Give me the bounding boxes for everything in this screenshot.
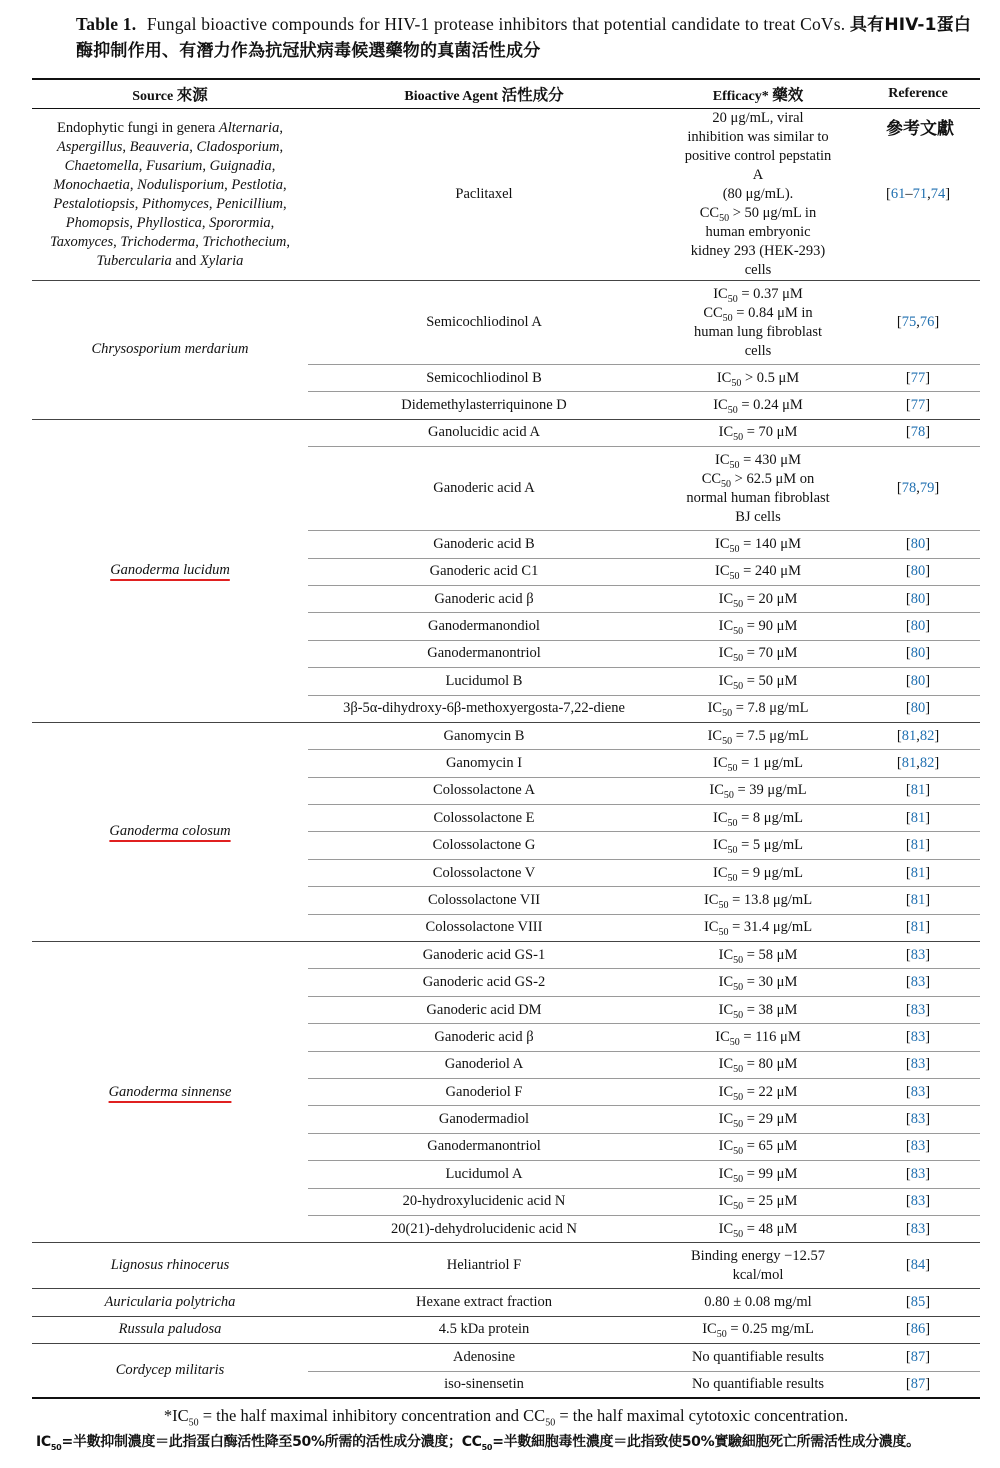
agent-cell: Ganoderic acid GS-2 xyxy=(308,969,660,996)
source-cell xyxy=(32,109,308,281)
reference-cell: [80] xyxy=(856,585,980,612)
source-name: Lignosus rhinocerus xyxy=(110,1257,230,1274)
reference-cell: [81] xyxy=(856,805,980,832)
efficacy-cell xyxy=(660,722,856,749)
source-cell xyxy=(32,1344,308,1399)
reference-cell: [81] xyxy=(856,777,980,804)
efficacy-cell xyxy=(660,640,856,667)
efficacy-cell xyxy=(660,419,856,446)
reference-link[interactable]: 75 xyxy=(901,314,917,330)
efficacy-cell xyxy=(660,777,856,804)
reference-cell: [77] xyxy=(856,392,980,419)
agent-cell: Ganoderic acid β xyxy=(308,585,660,612)
footnote-zh-text: $IC_{50}=$半數抑制濃度＝此指蛋白酶活性降至50%所需的活性成分濃度；$CC_{50}=$半數細胞毒性濃度＝此指致使50%實驗細胞死亡所需活性成分濃度。 xyxy=(36,1434,920,1453)
source-cell xyxy=(32,1289,308,1316)
reference-cell: [84] xyxy=(856,1243,980,1289)
reference-link[interactable]: 83 xyxy=(910,1001,926,1018)
agent-cell: Ganoderic acid β xyxy=(308,1024,660,1051)
efficacy-line: $IC_{50} = 0.24$ μM xyxy=(713,397,803,416)
header-efficacy: Efficacy* 藥效 xyxy=(660,79,856,109)
efficacy-cell xyxy=(660,531,856,558)
reference-link[interactable]: 82 xyxy=(919,727,935,744)
reference-cell: [80] xyxy=(856,640,980,667)
reference-cell: [83] xyxy=(856,942,980,969)
table-row xyxy=(32,1344,980,1371)
agent-cell: Colossolactone VIII xyxy=(308,914,660,941)
table-row xyxy=(32,1243,980,1289)
reference-cell: [87] xyxy=(856,1344,980,1371)
source-cell xyxy=(32,419,308,722)
reference-cell: [87] xyxy=(856,1371,980,1398)
efficacy-line: 20 μg/mL, viral xyxy=(712,110,804,126)
reference-link[interactable]: 85 xyxy=(910,1294,926,1311)
agent-cell: Heliantriol F xyxy=(308,1243,660,1289)
efficacy-cell xyxy=(660,969,856,996)
efficacy-line: human lung fibroblast xyxy=(693,323,823,340)
source-name: Endophytic fungi in genera Alternaria, Aspergillus, Beauveria, Cladosporium, Chaetomella, Fusarium, Guignadia, Monochaetia, Nodulisporium, Pestlotia, Pestalotiopsis, Pithomyces, Penicillium, Phomopsis, Phyllostica, Sporormia, Taxomyces, Trichoderma, Trichothecium, Tubercularia and Xylaria xyxy=(50,119,290,269)
source-cell xyxy=(32,1316,308,1343)
table-body xyxy=(32,109,980,1399)
reference-link[interactable]: 83 xyxy=(910,1138,926,1155)
table-header-row xyxy=(32,79,980,109)
efficacy-line: $IC_{50} = 9$ μg/mL xyxy=(713,864,803,884)
efficacy-line: A xyxy=(752,167,764,183)
efficacy-line: $IC_{50} = 240$ μM xyxy=(715,563,801,583)
efficacy-line: $IC_{50} = 90$ μM xyxy=(718,618,798,637)
agent-cell: Ganodermadiol xyxy=(308,1106,660,1133)
agent-cell: Ganoderic acid GS-1 xyxy=(308,942,660,969)
table-row xyxy=(32,1316,980,1343)
efficacy-line: $IC_{50} = 50$ μM xyxy=(718,672,798,692)
reference-cell: [80] xyxy=(856,558,980,585)
reference-link[interactable]: 86 xyxy=(910,1321,926,1338)
source-name: Cordycep militaris xyxy=(115,1362,225,1379)
reference-cell: [80] xyxy=(856,695,980,722)
reference-link[interactable]: 61 xyxy=(890,186,906,202)
agent-cell: 20(21)-dehydrolucidenic acid N xyxy=(308,1215,660,1242)
efficacy-line: $IC_{50} = 30$ μM xyxy=(718,974,798,993)
table-caption xyxy=(76,12,980,64)
reference-cell: [85] xyxy=(856,1289,980,1316)
reference-cell: [81] xyxy=(856,887,980,914)
reference-link[interactable]: 87 xyxy=(910,1375,926,1392)
reference-cell: [61–71,74] xyxy=(856,109,980,281)
footnote xyxy=(32,1405,980,1427)
source-cell xyxy=(32,281,308,420)
efficacy-line: $IC_{50} = 1$ μg/mL xyxy=(713,754,803,774)
agent-cell: Ganodermanontriol xyxy=(308,640,660,667)
agent-cell: Adenosine xyxy=(308,1344,660,1371)
agent-cell: Colossolactone V xyxy=(308,859,660,886)
header-reference: Reference xyxy=(856,79,980,109)
efficacy-line: $IC_{50} = 25$ μM xyxy=(718,1193,798,1213)
efficacy-cell xyxy=(660,914,856,941)
reference-link[interactable]: 83 xyxy=(910,946,926,963)
reference-cell: [83] xyxy=(856,1106,980,1133)
efficacy-line: 0.80 ± 0.08 mg/ml xyxy=(704,1294,812,1311)
reference-link[interactable]: 77 xyxy=(910,369,926,386)
reference-link[interactable]: 80 xyxy=(910,618,926,635)
reference-cell: [80] xyxy=(856,531,980,558)
efficacy-cell xyxy=(660,859,856,886)
agent-cell: Colossolactone A xyxy=(308,777,660,804)
reference-link[interactable]: 83 xyxy=(910,1111,926,1128)
efficacy-cell xyxy=(660,1133,856,1160)
source-cell xyxy=(32,942,308,1243)
agent-cell: Ganoderiol F xyxy=(308,1078,660,1105)
efficacy-line: $IC_{50} = 0.25$ mg/mL xyxy=(702,1321,814,1341)
efficacy-line: $IC_{50} = 140$ μM xyxy=(715,535,801,555)
efficacy-cell xyxy=(660,832,856,859)
reference-link[interactable]: 77 xyxy=(910,397,926,414)
reference-cell: [83] xyxy=(856,1051,980,1078)
efficacy-cell xyxy=(660,887,856,914)
efficacy-line: No quantifiable results xyxy=(691,1375,825,1392)
efficacy-line: $IC_{50} = 7.5$ μg/mL xyxy=(707,727,809,747)
efficacy-cell xyxy=(660,1106,856,1133)
efficacy-line: $IC_{50} = 39$ μg/mL xyxy=(709,782,807,802)
agent-cell: Colossolactone VII xyxy=(308,887,660,914)
agent-cell: Ganoderic acid C1 xyxy=(308,558,660,585)
reference-link[interactable]: 83 xyxy=(910,1083,926,1100)
caption-text: Fungal bioactive compounds for HIV-1 protease inhibitors that potential candidate to treat CoVs. xyxy=(146,14,846,34)
agent-cell: Hexane extract fraction xyxy=(308,1289,660,1316)
efficacy-line: $IC_{50} = 0.37$ μM xyxy=(713,285,803,305)
reference-link[interactable]: 87 xyxy=(910,1348,926,1365)
efficacy-line: $IC_{50} = 8$ μg/mL xyxy=(713,809,803,829)
agent-cell: Ganoderic acid A xyxy=(308,447,660,531)
reference-link[interactable]: 80 xyxy=(910,700,926,717)
reference-link[interactable]: 83 xyxy=(910,974,926,991)
reference-cell: [78,79] xyxy=(856,447,980,531)
efficacy-cell xyxy=(660,805,856,832)
source-cell xyxy=(32,1243,308,1289)
efficacy-cell xyxy=(660,1344,856,1371)
reference-link[interactable]: 81 xyxy=(910,891,926,908)
efficacy-line: No quantifiable results xyxy=(691,1348,825,1365)
efficacy-line: $IC_{50} = 80$ μM xyxy=(718,1056,798,1076)
reference-link[interactable]: 80 xyxy=(910,590,926,607)
efficacy-line: $IC_{50} = 7.8$ μg/mL xyxy=(707,700,809,720)
table-row xyxy=(32,1289,980,1316)
efficacy-cell xyxy=(660,613,856,640)
efficacy-line: inhibition was similar to xyxy=(687,129,829,145)
efficacy-cell xyxy=(660,392,856,419)
reference-link[interactable]: 74 xyxy=(930,186,946,202)
reference-cell: [83] xyxy=(856,1024,980,1051)
efficacy-line: $IC_{50} = 430$ μM xyxy=(715,451,801,471)
efficacy-line: $IC_{50} = 116$ μM xyxy=(715,1028,801,1048)
efficacy-cell xyxy=(660,1215,856,1242)
efficacy-line: $IC_{50} = 22$ μM xyxy=(718,1083,798,1103)
footnote-text: $*IC_{50}$ = the half maximal inhibitory concentration and $CC_{50}$ = the half maximal cytotoxic concentration. xyxy=(163,1406,849,1429)
efficacy-line: $IC_{50} = 31.4$ μg/mL xyxy=(703,919,813,939)
reference-link[interactable]: 80 xyxy=(910,535,926,552)
table-row xyxy=(32,281,980,365)
reference-link[interactable]: 81 xyxy=(910,809,926,826)
agent-cell: Paclitaxel xyxy=(308,109,660,281)
footnote-zh xyxy=(36,1431,980,1453)
efficacy-cell xyxy=(660,996,856,1023)
efficacy-line: $IC_{50} = 99$ μM xyxy=(718,1165,798,1185)
agent-cell: Ganolucidic acid A xyxy=(308,419,660,446)
reference-link[interactable]: 84 xyxy=(910,1257,926,1274)
efficacy-line: BJ cells xyxy=(735,508,781,525)
efficacy-cell xyxy=(660,1243,856,1289)
efficacy-cell xyxy=(660,1371,856,1398)
agent-cell: Ganoderic acid DM xyxy=(308,996,660,1023)
efficacy-line: $IC_{50} = 70$ μM xyxy=(718,645,798,665)
reference-cell: [81,82] xyxy=(856,722,980,749)
efficacy-line: normal human fibroblast xyxy=(686,489,830,506)
efficacy-line: $IC_{50} = 65$ μM xyxy=(718,1138,798,1158)
reference-link[interactable]: 80 xyxy=(910,672,926,689)
reference-link[interactable]: 83 xyxy=(910,1165,926,1182)
caption-label: Table 1. xyxy=(76,14,137,34)
reference-link[interactable]: 71 xyxy=(912,186,928,202)
table-row xyxy=(32,109,980,281)
efficacy-line: (80 μg/mL). xyxy=(722,186,794,202)
source-name: Auricularia polytricha xyxy=(104,1294,236,1311)
efficacy-cell xyxy=(660,585,856,612)
reference-link[interactable]: 81 xyxy=(901,754,917,771)
source-name: Ganoderma sinnense xyxy=(108,1083,232,1100)
reference-link[interactable]: 81 xyxy=(901,727,917,744)
reference-link[interactable]: 76 xyxy=(919,314,935,330)
efficacy-cell xyxy=(660,558,856,585)
reference-cell: [86] xyxy=(856,1316,980,1343)
efficacy-line: $IC_{50} = 20$ μM xyxy=(718,590,798,610)
agent-cell: Semicochliodinol A xyxy=(308,281,660,365)
agent-cell: Colossolactone E xyxy=(308,805,660,832)
compounds-table xyxy=(32,78,980,1399)
agent-cell: 3β-5α-dihydroxy-6β-methoxyergosta-7,22-diene xyxy=(308,695,660,722)
agent-cell: Ganomycin B xyxy=(308,722,660,749)
source-name: Ganoderma colosum xyxy=(109,823,231,840)
efficacy-line: $IC_{50} = 13.8$ μg/mL xyxy=(703,891,813,911)
efficacy-cell xyxy=(660,750,856,777)
header-agent: Bioactive Agent 活性成分 xyxy=(308,79,660,109)
source-name: Russula paludosa xyxy=(118,1321,222,1338)
reference-link[interactable]: 83 xyxy=(910,1220,926,1237)
agent-cell: 20-hydroxylucidenic acid N xyxy=(308,1188,660,1215)
reference-cell: [80] xyxy=(856,613,980,640)
agent-cell: Lucidumol B xyxy=(308,668,660,695)
efficacy-line: human embryonic xyxy=(705,224,811,240)
efficacy-cell xyxy=(660,447,856,531)
efficacy-line: $IC_{50} = 5$ μg/mL xyxy=(713,837,803,857)
reference-cell: [83] xyxy=(856,1188,980,1215)
reference-cell: [80] xyxy=(856,668,980,695)
efficacy-line: $CC_{50} > 50$ μg/mL in xyxy=(699,205,817,224)
reference-link[interactable]: 83 xyxy=(910,1193,926,1210)
efficacy-cell xyxy=(660,281,856,365)
agent-cell: Ganodermanontriol xyxy=(308,1133,660,1160)
efficacy-cell xyxy=(660,1024,856,1051)
efficacy-cell xyxy=(660,668,856,695)
efficacy-cell xyxy=(660,942,856,969)
reference-link[interactable]: 81 xyxy=(910,837,926,854)
efficacy-line: $IC_{50} = 48$ μM xyxy=(718,1220,798,1240)
efficacy-line: $IC_{50} = 58$ μM xyxy=(718,946,798,966)
reference-link[interactable]: 83 xyxy=(910,1028,926,1045)
efficacy-line: Binding energy −12.57 xyxy=(691,1247,825,1264)
source-name: Ganoderma lucidum xyxy=(110,562,230,579)
efficacy-cell xyxy=(660,695,856,722)
reference-cell: [83] xyxy=(856,1078,980,1105)
reference-cell: [83] xyxy=(856,996,980,1023)
agent-cell: Ganoderiol A xyxy=(308,1051,660,1078)
agent-cell: iso-sinensetin xyxy=(308,1371,660,1398)
reference-cell: [83] xyxy=(856,1161,980,1188)
efficacy-line: kidney 293 (HEK-293) xyxy=(690,243,826,259)
efficacy-line: cells xyxy=(744,262,772,278)
caption-text-zh: 具有HIV-1蛋白酶抑制作用、有潛力作為抗冠狀病毒候選藥物的真菌活性成分 xyxy=(76,15,972,61)
header-source: Source 來源 xyxy=(32,79,308,109)
agent-cell: Didemethylasterriquinone D xyxy=(308,392,660,419)
efficacy-line: cells xyxy=(744,342,772,359)
reference-cell: [81,82] xyxy=(856,750,980,777)
source-cell xyxy=(32,722,308,941)
table-row xyxy=(32,942,980,969)
table-row xyxy=(32,722,980,749)
reference-link[interactable]: 81 xyxy=(910,864,926,881)
efficacy-cell xyxy=(660,1289,856,1316)
agent-cell: Ganoderic acid B xyxy=(308,531,660,558)
reference-cell: [83] xyxy=(856,1215,980,1242)
reference-cell: [78] xyxy=(856,419,980,446)
reference-link[interactable]: 79 xyxy=(919,480,935,497)
agent-cell: Ganodermanondiol xyxy=(308,613,660,640)
agent-cell: Colossolactone G xyxy=(308,832,660,859)
efficacy-cell xyxy=(660,1078,856,1105)
efficacy-line: $IC_{50} = 70$ μM xyxy=(718,424,798,444)
agent-cell: Ganomycin I xyxy=(308,750,660,777)
agent-cell: 4.5 kDa protein xyxy=(308,1316,660,1343)
efficacy-cell xyxy=(660,1316,856,1343)
efficacy-cell xyxy=(660,365,856,392)
reference-cell: [83] xyxy=(856,969,980,996)
efficacy-line: kcal/mol xyxy=(732,1266,784,1283)
reference-cell: [81] xyxy=(856,832,980,859)
reference-link[interactable]: 83 xyxy=(910,1056,926,1073)
reference-link[interactable]: 78 xyxy=(901,480,917,497)
agent-cell: Lucidumol A xyxy=(308,1161,660,1188)
reference-link[interactable]: 81 xyxy=(910,919,926,936)
reference-cell: [77] xyxy=(856,365,980,392)
efficacy-cell xyxy=(660,1161,856,1188)
agent-cell: Semicochliodinol B xyxy=(308,365,660,392)
source-name: Chrysosporium merdarium xyxy=(91,341,249,358)
efficacy-cell xyxy=(660,1188,856,1215)
efficacy-line: $IC_{50} = 38$ μM xyxy=(718,1001,798,1021)
efficacy-line: $IC_{50} > 0.5$ μM xyxy=(716,369,800,389)
efficacy-cell xyxy=(660,1051,856,1078)
reference-cell: [75,76] xyxy=(856,281,980,365)
efficacy-line: $IC_{50} = 29$ μM xyxy=(718,1111,798,1130)
reference-cell: [83] xyxy=(856,1133,980,1160)
reference-cell: [81] xyxy=(856,859,980,886)
efficacy-line: $CC_{50} > 62.5$ μM on xyxy=(701,470,815,490)
reference-header-zh: 參考文獻 xyxy=(886,119,954,139)
reference-link[interactable]: 78 xyxy=(910,424,926,441)
efficacy-line: $CC_{50} = 0.84$ μM in xyxy=(703,304,813,324)
reference-cell: [81] xyxy=(856,914,980,941)
efficacy-cell xyxy=(660,109,856,281)
reference-link[interactable]: 82 xyxy=(919,754,935,771)
efficacy-line: positive control pepstatin xyxy=(684,148,832,164)
reference-link[interactable]: 80 xyxy=(910,563,926,580)
table-row xyxy=(32,419,980,446)
reference-link[interactable]: 81 xyxy=(910,782,926,799)
reference-link[interactable]: 80 xyxy=(910,645,926,662)
